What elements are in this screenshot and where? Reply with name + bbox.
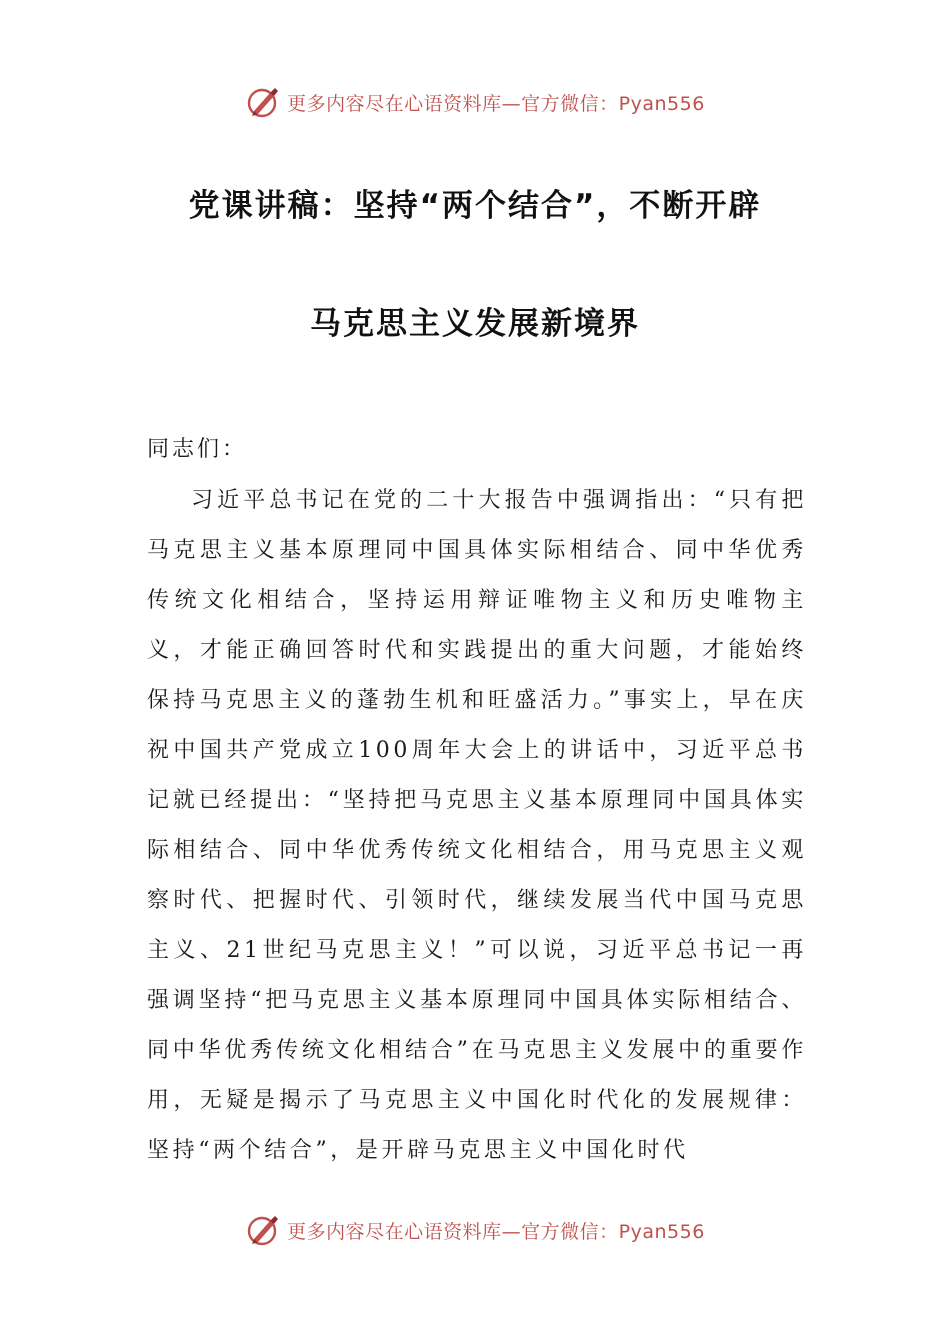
header-watermark [0, 80, 950, 124]
footer-watermark [0, 1208, 950, 1252]
salutation: 同志们： [147, 437, 248, 462]
page-title-line-2: 马克思主义发展新境界 [310, 306, 640, 342]
page-title-line-1: 党课讲稿：坚持“两个结合”，不断开辟 [188, 188, 762, 224]
watermark-text: 更多内容尽在心语资料库—官方微信：Pyan556 [287, 92, 705, 115]
pen-circle-logo-icon [245, 84, 281, 120]
watermark-text: 更多内容尽在心语资料库—官方微信：Pyan556 [287, 1220, 705, 1243]
pen-circle-logo-icon [245, 1212, 281, 1248]
body-paragraph: 习近平总书记在党的二十大报告中强调指出：“只有把马克思主义基本原理同中国具体实际相结合、同中华优秀传统文化相结合，坚持运用辩证唯物主义和历史唯物主义，才能正确回答时代和实践提出的重大问题，才能始终保持马克思主义的蓬勃生机和旺盛活力。”事实上，早在庆祝中国共产党成立100周年大会上的讲话中，习近平总书记就已经提出：“坚持把马克思主义基本原理同中国具体实际相结合、同中华优秀传统文化相结合，用马克思主义观察时代、把握时代、引领时代，继续发展当代中国马克思主义、21世纪马克思主义！”可以说，习近平总书记一再强调坚持“把马克思主义基本原理同中国具体实际相结合、同中华优秀传统文化相结合”在马克思主义发展中的重要作用，无疑是揭示了马克思主义中国化时代化的发展规律：坚持“两个结合”，是开辟马克思主义中国化时代 [147, 488, 807, 1163]
